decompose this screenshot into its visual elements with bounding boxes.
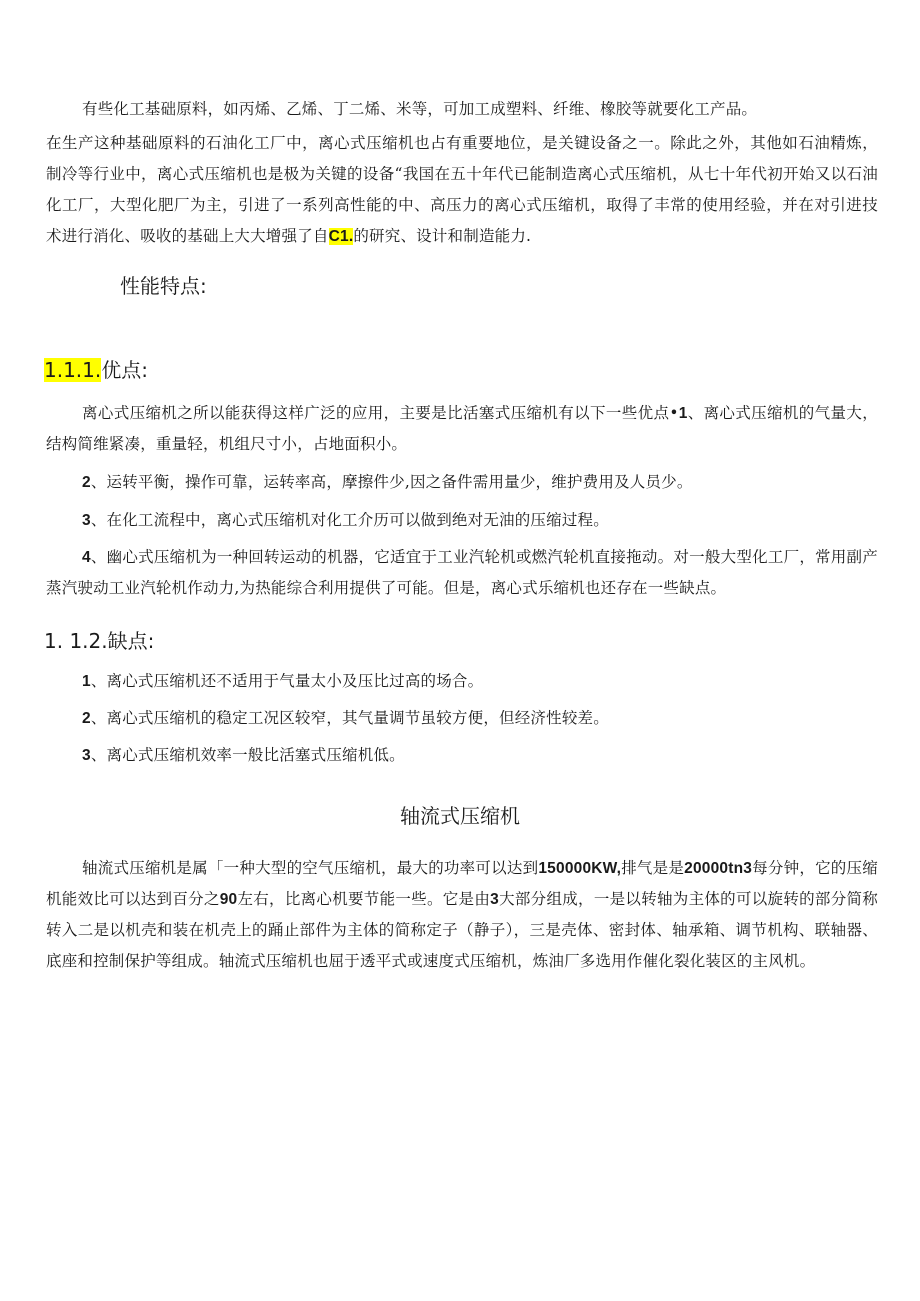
advantage-item-number: 4 [82,549,91,566]
disadvantage-item-number: 3 [82,747,91,764]
intro-paragraph-text-a: 在生产这种基础原料的石油化工厂中，离心式压缩机也占有重要地位，是关键设备之一。除此之外，其他如石油精炼，制冷等行业中，离心式压缩机也是极为关键的设备“我国在五十年代已能制造离心式压缩机，从七十年代初开始又以石油化工厂，大型化肥厂为主，引进了一系列高性能的中、高压力的离心式压缩机，取得了丰常的使用经验，并在对引进技术进行消化、吸收的基础上大大增强了自 [46,134,878,245]
intro-paragraph [46,128,878,252]
advantage-item-number: 2 [82,474,91,491]
intro-line [46,94,878,125]
axial-text-2: 排气是是 [621,859,685,877]
advantage-item [46,467,878,498]
disadvantage-item-number: 2 [82,710,91,727]
advantages-intro-text-b: 、离心式压缩机的气量大，结构简维紧凑，重量轻，机组尺寸小，占地面积小。 [46,404,879,453]
advantage-item-text: 、幽心式压缩机为一种回转运动的机器，它适宜于工业汽轮机或燃汽轮机直接拖动。对一般大型化工厂，常用副产蒸汽驶动工业汽轮机作动力,为热能综合利用提供了可能。但是，离心式乐缩机也还存在一些缺点。 [46,548,878,597]
disadvantage-item-text: 、离心式压缩机还不适用于气量太小及压比过高的场合。 [90,672,484,690]
axial-parts-count: 3 [490,891,499,908]
axial-power-value: 150000KW, [538,860,622,877]
disadvantage-item-text: 、离心式压缩机的稳定工况区较窄，其气量调节虽较方便，但经济性较差。 [90,709,609,727]
advantages-intro-number: 1 [678,405,688,422]
advantages-intro [46,398,878,460]
intro-line-text: 有些化工基础原料，如丙烯、乙烯、丁二烯、米等，可加工成塑料、纤维、橡胶等就要化工产品。 [82,100,758,118]
advantage-item-text: 、运转平衡，操作可靠，运转率高，摩擦件少,因之备件需用量少，维护费用及人员少。 [90,473,693,491]
advantage-item [46,542,878,604]
disadvantages-heading-number: 1. 1.2. [44,629,108,653]
advantages-heading [44,356,148,384]
disadvantage-item [46,666,878,697]
highlighted-mark: C1. [328,228,354,245]
axial-text-3: 每分钟，它的压缩机能效比可以达到百分之 [46,859,878,908]
axial-efficiency-value: 90 [219,891,238,908]
disadvantage-item-text: 、离心式压缩机效率一般比活塞式压缩机低。 [90,746,405,764]
axial-compressor-paragraph [46,853,878,977]
advantages-heading-number: 1.1.1. [44,358,102,382]
performance-heading: 性能特点: [120,274,207,298]
disadvantages-heading [44,627,154,655]
axial-flow-value: 20000tn3 [684,860,753,877]
disadvantages-heading-title: 缺点: [107,629,155,653]
axial-compressor-heading: 轴流式压缩机 [400,804,520,828]
disadvantage-item [46,740,878,771]
advantages-intro-text-a: 离心式压缩机之所以能获得这样广泛的应用，主要是比活塞式压缩机有以下一些优点• [82,404,679,422]
axial-text-5: 大部分组成，一是以转轴为主体的可以旋转的部分简称转入二是以机壳和装在机壳上的踊止部件为主体的简称定子（静子），三是壳体、密封体、轴承箱、调节机构、联轴器、底座和控制保护等组成。轴流式压缩机也屈于透平式或速度式压缩机，炼油厂多选用作催化裂化装区的主风机。 [46,890,879,970]
disadvantage-item [46,703,878,734]
axial-text-1: 轴流式压缩机是属「一种大型的空气压缩机，最大的功率可以达到 [82,859,539,877]
advantages-heading-title: 优点: [101,358,148,382]
disadvantage-item-number: 1 [82,673,91,690]
axial-text-4: 左右，比离心机要节能一些。它是由 [237,890,491,908]
advantage-item [46,505,878,536]
advantage-item-text: 、在化工流程中，离心式压缩机对化工介历可以做到绝对无油的压缩过程。 [90,511,609,529]
advantage-item-number: 3 [82,512,91,529]
intro-paragraph-text-b: 的研究、设计和制造能力. [353,227,532,245]
